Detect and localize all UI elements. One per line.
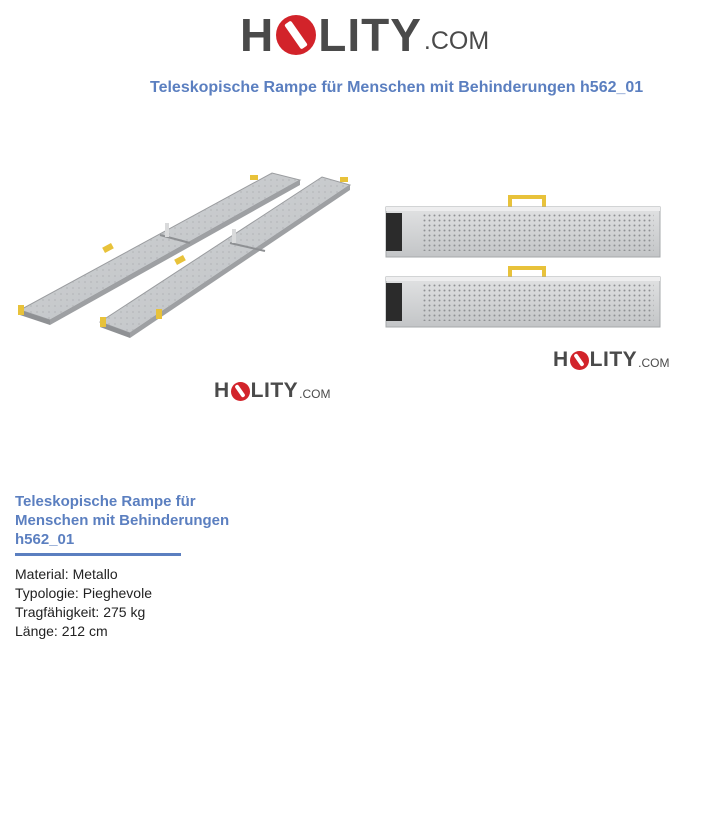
logo-o-icon <box>231 382 250 401</box>
image-logo-right <box>553 349 670 371</box>
folded-ramp-1 <box>386 197 660 257</box>
logo-o-icon <box>570 351 589 370</box>
spec-material: Material: Metallo <box>15 566 118 582</box>
spec-capacity: Tragfähigkeit: 275 kg <box>15 604 146 620</box>
title-divider <box>15 553 181 556</box>
logo-suffix: .COM <box>423 26 490 55</box>
logo-suffix: .COM <box>638 356 670 370</box>
logo-letter-h: H <box>214 379 230 402</box>
product-specs <box>15 565 152 641</box>
logo-letter-h: H <box>553 348 569 371</box>
logo-o-icon <box>276 15 316 55</box>
product-title: Teleskopische Rampe für Menschen mit Behinderungen h562_01 <box>15 493 230 548</box>
holity-logo[interactable] <box>240 9 490 61</box>
logo-suffix: .COM <box>299 387 331 401</box>
image-logo-left <box>214 380 331 402</box>
page-title: Teleskopische Rampe für Menschen mit Behinderungen h562_01 <box>150 79 644 96</box>
logo-letters: LITY <box>589 348 638 371</box>
ramp-image-folded <box>382 193 667 333</box>
spec-length: Länge: 212 cm <box>15 623 108 639</box>
logo-letters: LITY <box>250 379 299 402</box>
spec-typology: Typologie: Pieghevole <box>15 585 152 601</box>
logo-letter-h: H <box>240 9 275 61</box>
logo-letters: LITY <box>318 9 422 61</box>
ramp-image-perspective <box>10 165 360 340</box>
folded-ramp-2 <box>386 268 660 327</box>
